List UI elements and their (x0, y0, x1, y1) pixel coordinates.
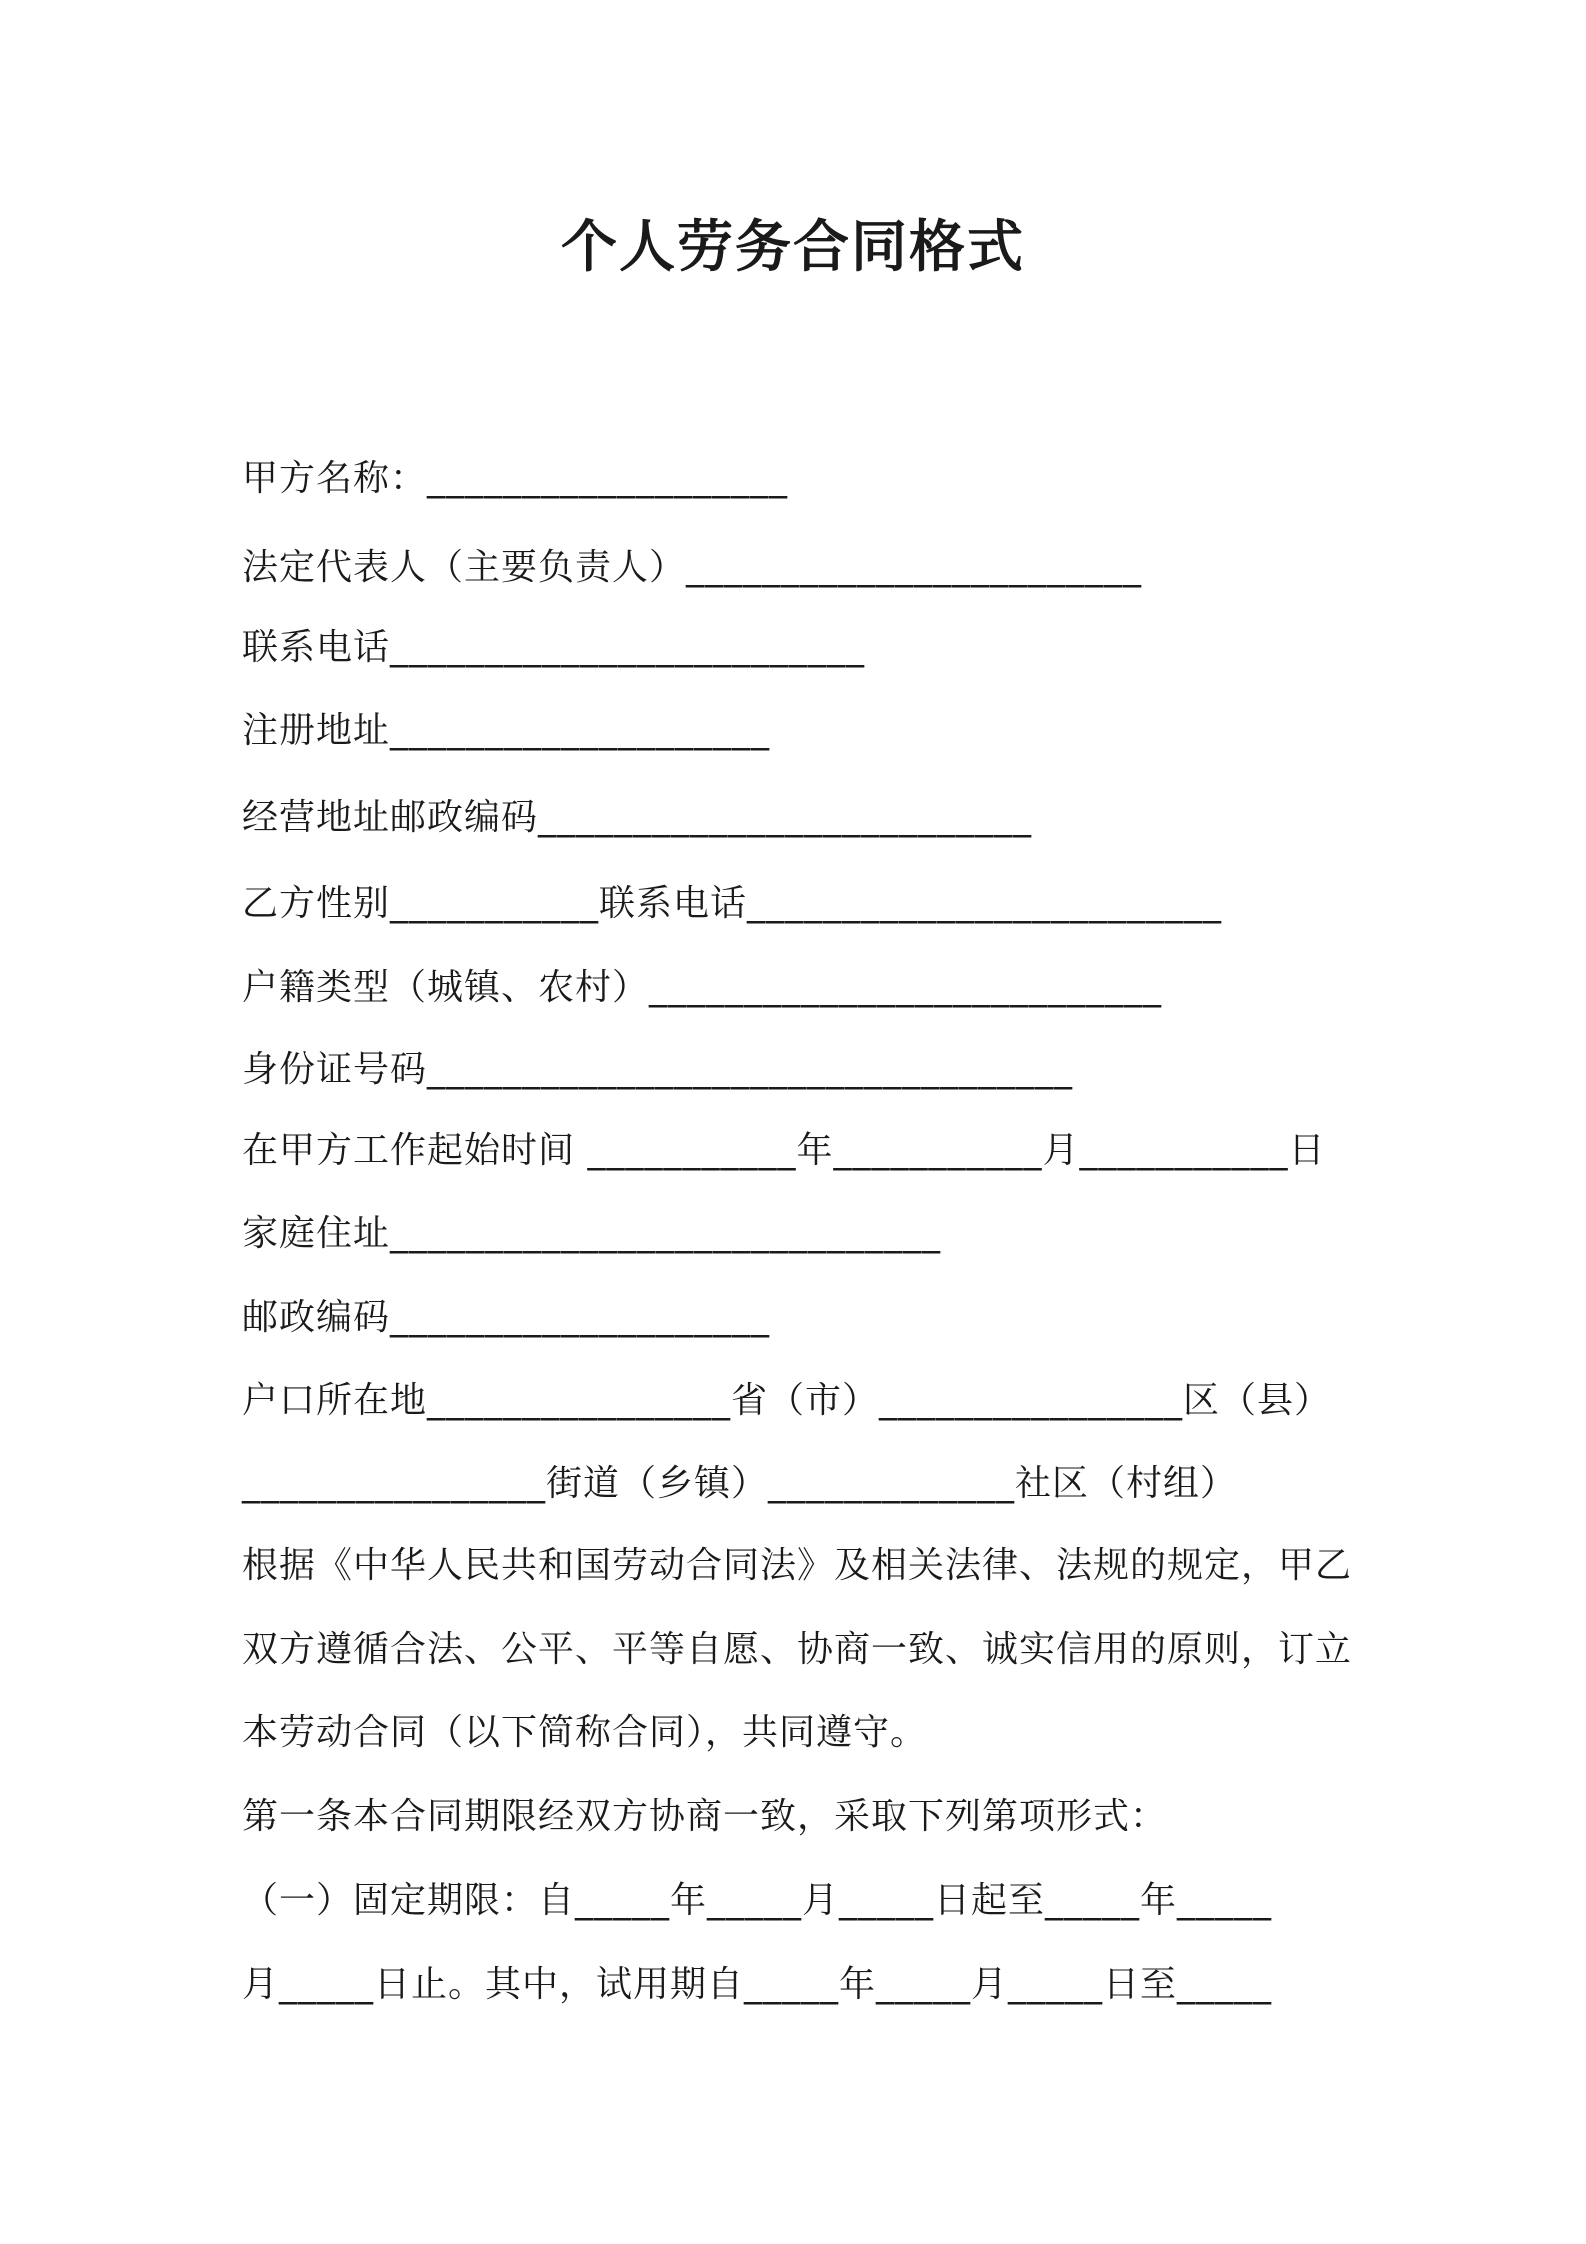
home-address-line: 家庭住址_____________________________ (242, 1213, 942, 1254)
document-title: 个人劳务合同格式 (561, 215, 1025, 280)
registered-address-line: 注册地址____________________ (242, 710, 771, 751)
paragraph-line: 本劳动合同（以下简称合同），共同遵守。 (242, 1712, 928, 1753)
postcode-line: 邮政编码____________________ (242, 1297, 771, 1338)
household-type-line: 户籍类型（城镇、农村）___________________________ (242, 967, 1163, 1008)
business-postcode-line: 经营地址邮政编码__________________________ (242, 797, 1033, 838)
party-a-name-line: 甲方名称：___________________ (242, 458, 789, 499)
id-number-line: 身份证号码__________________________________ (242, 1049, 1074, 1090)
start-date-line: 在甲方工作起始时间 ___________年___________月___________日 (242, 1130, 1326, 1171)
household-location-line: 户口所在地________________省（市）________________区（县） (242, 1380, 1332, 1421)
household-location-line-2: ________________街道（乡镇）_____________社区（村组） (242, 1463, 1238, 1504)
party-b-gender-phone-line: 乙方性别___________联系电话_________________________ (242, 883, 1223, 924)
article-one-line: 第一条本合同期限经双方协商一致，采取下列第项形式： (242, 1796, 1168, 1837)
paragraph-line: 根据《中华人民共和国劳动合同法》及相关法律、法规的规定，甲乙 (242, 1545, 1353, 1586)
fixed-term-line: （一）固定期限：自_____年_____月_____日起至_____年_____ (242, 1880, 1273, 1921)
fixed-term-line-2: 月_____日止。其中，试用期自_____年_____月_____日至_____ (242, 1964, 1273, 2005)
legal-representative-line: 法定代表人（主要负责人）________________________ (242, 547, 1143, 588)
paragraph-line: 双方遵循合法、公平、平等自愿、协商一致、诚实信用的原则，订立 (242, 1629, 1353, 1670)
contact-phone-line: 联系电话_________________________ (242, 627, 866, 668)
